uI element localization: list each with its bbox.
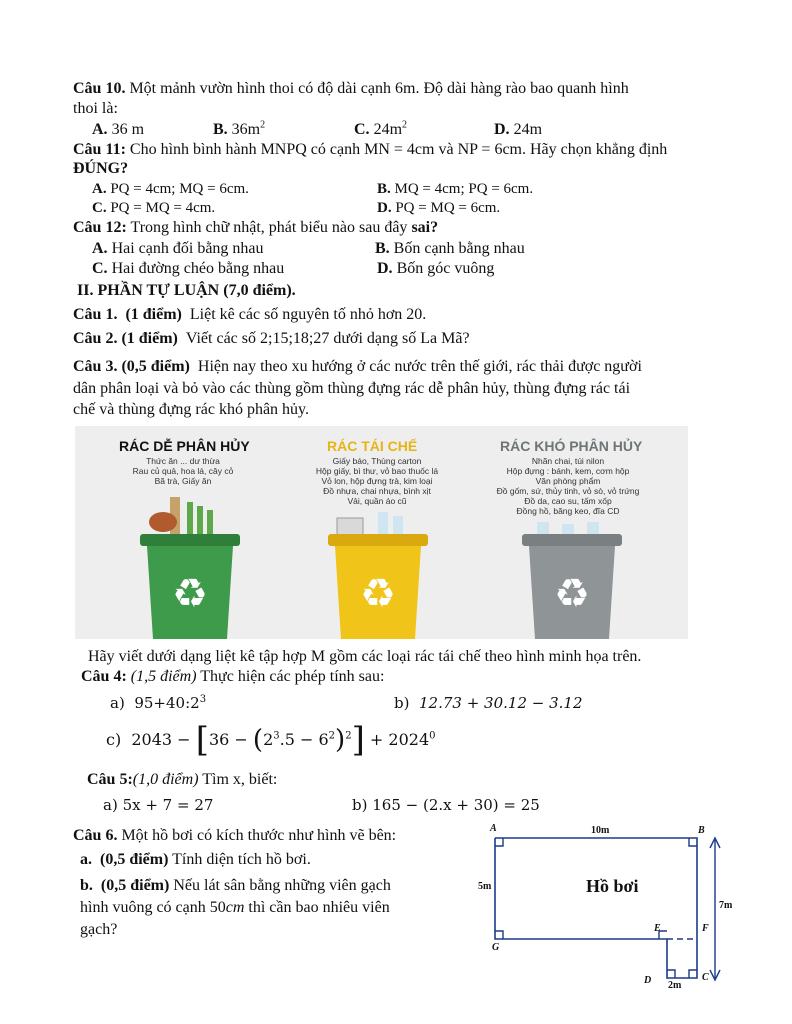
q12-option-a: A. Hai cạnh đối bằng nhau [92,240,264,257]
essay-4-a: a) $95+40:2^3$ [110,694,207,712]
q10-option-d: D. 24m [494,121,543,138]
essay-3-line1: Câu 3. (0,5 điểm) Hiện nay theo xu hướng ở các nước trên thế giới, rác thải được người [73,358,642,375]
q11-option-d: D. PQ = MQ = 6cm. [377,200,501,216]
svg-text:♻: ♻ [360,571,396,617]
svg-text:♻: ♻ [172,571,208,617]
point-f-label: F [702,923,709,934]
point-e-label: E [654,923,661,934]
essay-6-title: Câu 6. Một hồ bơi có kích thước như hình vẽ bên: [73,827,397,844]
q10-line1: Câu 10. Một mảnh vườn hình thoi có độ dài cạnh 6m. Độ dài hàng rào bao quanh hình [73,80,629,97]
point-b-label: B [698,825,705,836]
q12-option-b: B. Bốn cạnh bằng nhau [375,240,525,257]
recycling-illustration [75,426,688,639]
q11-option-c: C. PQ = MQ = 4cm. [92,200,216,216]
point-c-label: C [702,972,709,983]
bin-3-desc: Nhãn chai, túi nilon Hộp đựng : bánh, kem, cơm hộp Văn phòng phẩm Đồ gốm, sứ, thủy tinh, vỏ sò, vỏ trứng Đồ da, cao su, tấm xốp Đồng hồ, băng keo, đĩa CD [496,456,640,516]
q12-option-d: D. Bốn góc vuông [377,260,495,277]
q11-line2: ĐÚNG? [73,160,129,177]
q10-option-c: C. $24m^2$ [354,119,408,138]
q11-option-a: A. PQ = 4cm; MQ = 6cm. [92,181,249,197]
q12-option-c: C. Hai đường chéo bằng nhau [92,260,285,277]
essay-5-a: a) 5x + 7 = 27 [103,796,214,814]
essay-6-a: a. (0,5 điểm) Tính diện tích hồ bơi. [80,851,311,868]
section-2-title: II. PHẦN TỰ LUẬN (7,0 điểm). [77,282,296,299]
pool-diagram [470,818,750,994]
bin-2-title: RÁC TÁI CHẾ [327,438,418,454]
q11-line1: Câu 11: Cho hình bình hành MNPQ có cạnh MN = 4cm và NP = 6cm. Hãy chọn khẳng định [73,141,668,158]
bin-1-desc: Thức ăn ... dư thừa Rau củ quả, hoa lá, cây cỏ Bã trà, Giấy ăn [132,456,234,486]
gray-bin-icon [517,522,627,639]
essay-4-c: c) $2043 - [36 - (2^3.5 - 6^2)^2] + 2024^0$ [106,720,436,760]
pool-bottom-length: 2m [668,980,682,991]
point-g-label: G [492,942,500,953]
essay-4-b: b) 12.73 + 30.12 − 3.12 [394,694,583,712]
essay-4-title: Câu 4: (1,5 điểm) Thực hiện các phép tính sau: [81,668,385,685]
q11-option-b: B. MQ = 4cm; PQ = 6cm. [377,181,534,197]
green-bin-icon [135,492,245,639]
q10-option-b: B. $36m^2$ [213,119,266,138]
q10-option-a: A. 36 m [92,121,145,138]
point-a-label: A [490,823,497,834]
bin-2-desc: Giấy báo, Thùng carton Hộp giấy, bì thư, vỏ bao thuốc lá Vỏ lon, hộp đựng trà, kim loại Đồ nhựa, chai nhựa, bình xịt Vải, quần áo cũ [315,456,439,506]
essay-5-b: b) 165 − (2.x + 30) = 25 [352,796,540,814]
essay-5-title: Câu 5:(1,0 điểm) Tìm x, biết: [87,771,278,788]
pool-left-length: 5m [478,881,492,892]
q10-line2: thoi là: [73,100,118,117]
essay-6-b-line3: gạch? [80,921,118,938]
pool-right-length: 7m [719,900,733,911]
bin-3-title: RÁC KHÓ PHÂN HỦY [500,438,643,454]
essay-6-b-line2: hình vuông có cạnh 50cm thì cần bao nhiêu viên [80,899,390,916]
essay-3-line3: chế và thùng đựng rác khó phân hủy. [73,401,310,418]
essay-3-task: Hãy viết dưới dạng liệt kê tập hợp M gồm các loại rác tái chế theo hình minh họa trên. [88,648,642,665]
pool-top-length: 10m [591,825,610,836]
point-d-label: D [644,975,652,986]
essay-1: Câu 1. (1 điểm) Liệt kê các số nguyên tố nhỏ hơn 20. [73,306,427,323]
q12-line: Câu 12: Trong hình chữ nhật, phát biểu nào sau đây sai? [73,219,439,236]
bin-1-title: RÁC DỄ PHÂN HỦY [119,438,250,454]
essay-6-b-line1: b. (0,5 điểm) Nếu lát sân bằng những viên gạch [80,877,391,894]
essay-3-line2: dân phân loại và bỏ vào các thùng gồm thùng đựng rác dễ phân hủy, thùng đựng rác tái [73,380,631,397]
pool-title: Hồ bơi [586,876,639,896]
essay-2: Câu 2. (1 điểm) Viết các số 2;15;18;27 dưới dạng số La Mã? [73,330,470,347]
yellow-bin-icon [323,512,433,639]
svg-text:♻: ♻ [554,571,590,617]
